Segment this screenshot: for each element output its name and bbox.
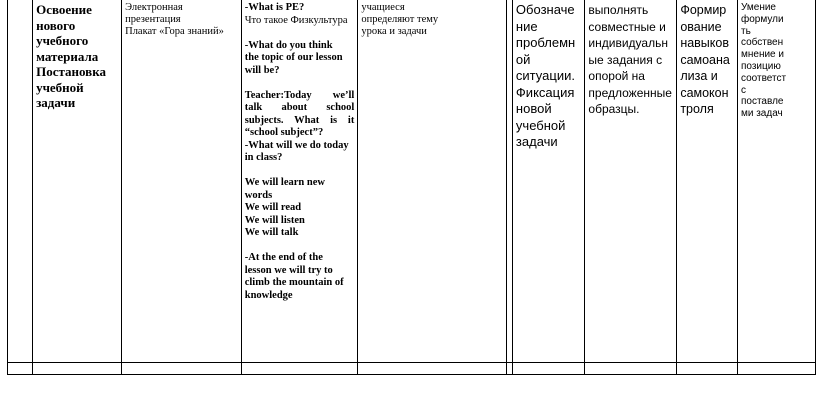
plan-item: We will learn new	[244, 177, 325, 188]
skills-line: самокон	[680, 85, 729, 100]
actions-line: индивидуальн	[588, 36, 668, 50]
stage-line: материала	[36, 48, 99, 64]
skills-line: ование	[680, 19, 722, 34]
empty-cell	[737, 363, 815, 375]
competence-line: ми задач	[740, 108, 783, 120]
problem-line: проблемн	[515, 35, 576, 50]
actions-line: предложенные	[588, 85, 672, 100]
teacher-activity-text	[242, 0, 358, 302]
actions-line: ые задания с	[588, 52, 663, 67]
competence-line: Умение	[740, 2, 776, 13]
competence-line: с	[740, 84, 746, 96]
students-activity-text	[358, 0, 506, 38]
competence-cell	[737, 0, 815, 363]
empty-cell	[358, 363, 507, 375]
problem-line: ой	[515, 51, 531, 67]
teacher-statement	[245, 90, 355, 140]
students-activity-cell	[358, 0, 507, 363]
goal-line: -At the end of the	[244, 252, 323, 263]
competence-line: соответст	[740, 72, 787, 84]
stage-line: учебного	[36, 33, 89, 48]
teacher-line: “school subject”?	[244, 127, 324, 138]
empty-cell	[512, 363, 585, 375]
teacher-line: Teacher:Today we’ll	[244, 89, 355, 101]
question-line: will be?	[244, 64, 280, 76]
stage-cell	[33, 0, 122, 363]
problem-line: ситуации.	[515, 68, 575, 83]
problem-line: ние	[515, 18, 538, 34]
empty-row	[8, 363, 816, 375]
students-line: учащиеся	[361, 2, 405, 13]
empty-cell	[585, 363, 677, 375]
goal-line: lesson we will try to	[244, 264, 333, 276]
stage-line: Постановка	[36, 64, 106, 79]
lesson-plan-table	[7, 0, 816, 375]
empty-cell	[122, 363, 242, 375]
plan-item: We will listen	[244, 214, 305, 226]
teacher-activity-cell	[241, 0, 358, 363]
problem-cell	[512, 0, 585, 363]
empty-cell	[677, 363, 738, 375]
question-today-plan	[245, 140, 355, 165]
stage-line: нового	[36, 17, 76, 33]
resources-line: Электронная	[125, 2, 183, 13]
row-number-cell	[8, 0, 33, 363]
empty-cell	[241, 363, 358, 375]
question-what-is-pe: -What is PE?	[244, 2, 305, 13]
lesson-goal	[245, 252, 355, 302]
stage-line: задачи	[36, 95, 76, 110]
skills-line: троля	[680, 102, 714, 116]
empty-cell	[33, 363, 122, 375]
question-line: in class?	[244, 152, 283, 163]
competence-line: мнение и	[740, 49, 784, 61]
actions-text	[585, 0, 676, 118]
stage-line: Освоение	[36, 2, 92, 17]
problem-line: учебной	[515, 117, 566, 133]
stage-row	[8, 0, 816, 363]
goal-line: knowledge	[244, 289, 293, 301]
resources-cell	[122, 0, 242, 363]
actions-cell	[585, 0, 677, 363]
competence-text	[738, 0, 815, 120]
skills-cell	[677, 0, 738, 363]
teacher-line: talk about school	[244, 102, 355, 113]
competence-line: поставле	[740, 96, 784, 108]
plan-item: We will talk	[244, 227, 299, 238]
problem-line: Фиксация	[515, 84, 575, 100]
actions-line: совместные и	[588, 19, 666, 34]
goal-line: climb the mountain of	[244, 277, 344, 288]
skills-line: Формир	[680, 3, 727, 17]
actions-line: опорой на	[588, 69, 645, 83]
stage-name	[33, 0, 121, 111]
question-line: -What do you think	[244, 39, 333, 51]
plan-item: words	[244, 189, 273, 201]
empty-cell	[8, 363, 33, 375]
plan-item: We will read	[244, 202, 302, 213]
students-line: определяют тему	[361, 14, 439, 25]
competence-line: позицию	[740, 60, 781, 72]
skills-line: лиза и	[680, 69, 718, 83]
competence-line: формули	[740, 13, 784, 25]
students-line: урока и задачи	[361, 26, 427, 37]
resources-line: Плакат «Гора знаний»	[125, 26, 224, 37]
lesson-plan-list	[245, 177, 355, 240]
problem-line: Обозначе	[515, 2, 575, 17]
stage-line: учебной	[36, 79, 84, 95]
question-lesson-topic	[245, 40, 355, 78]
resources-line: презентация	[125, 14, 181, 25]
question-line: the topic of our lesson	[244, 52, 343, 63]
question-line: -What will we do today	[244, 139, 349, 151]
actions-line: образцы.	[588, 102, 640, 116]
skills-line: самоана	[680, 52, 730, 67]
competence-line: собствен	[740, 37, 784, 49]
competence-line: ть	[740, 25, 751, 37]
problem-line: задачи	[515, 134, 558, 149]
question-translation: Что такое Физкультура	[244, 14, 348, 26]
problem-line: новой	[515, 101, 552, 116]
skills-line: навыков	[680, 36, 729, 50]
skills-text	[677, 0, 737, 118]
teacher-line: subjects. What is it	[244, 114, 355, 126]
actions-line: выполнять	[588, 3, 649, 17]
problem-text	[513, 0, 585, 151]
resources-text	[122, 0, 241, 38]
